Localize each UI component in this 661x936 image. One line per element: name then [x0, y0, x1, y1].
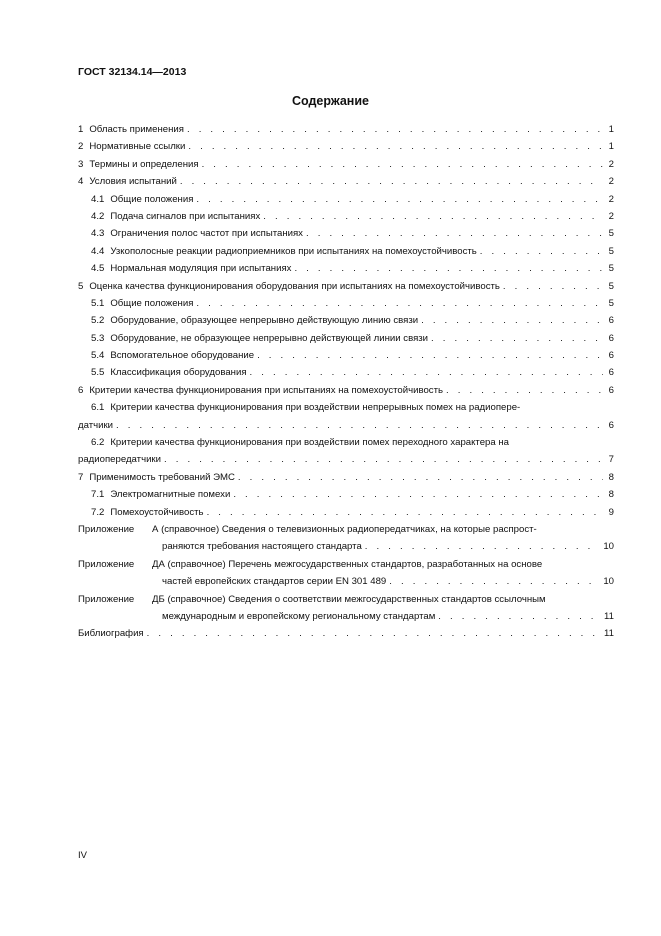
toc-entry-title: Классификация оборудования: [110, 367, 247, 379]
toc-entry[interactable]: [78, 278, 614, 295]
toc-subentry[interactable]: [78, 208, 614, 225]
toc-leader-dots: [188, 138, 603, 155]
toc-leader-dots: [431, 330, 603, 347]
toc-leader-dots: [187, 121, 603, 138]
toc-leader-dots: [438, 608, 601, 625]
toc-entry[interactable]: [78, 156, 614, 173]
toc-entry-title: Термины и определения: [89, 158, 199, 170]
toc-subentry[interactable]: [78, 364, 614, 381]
toc-entry-number: 5.1: [91, 297, 105, 309]
toc-entry-page: 9: [608, 506, 614, 518]
toc-entry-page: 5: [608, 245, 614, 257]
toc-leader-dots: [147, 625, 601, 642]
appendix-title-line2: раняются требования настоящего стандарта: [162, 541, 362, 553]
toc-entry-number: 6.2: [91, 437, 105, 449]
toc-entry[interactable]: [78, 173, 614, 190]
toc-entry-title: Подача сигналов при испытаниях: [110, 210, 261, 222]
toc-entry-number: 1: [78, 124, 84, 135]
toc-entry-title: Применимость требований ЭМС: [89, 471, 235, 483]
toc-entry-number: 4.1: [91, 193, 105, 205]
toc-entry-title: Узкополосные реакции радиоприемников при испытаниях на помехоустойчивость: [110, 245, 477, 257]
toc-leader-dots: [480, 243, 603, 260]
toc-leader-dots: [180, 173, 603, 190]
toc-entry-number: 5.3: [91, 332, 105, 344]
toc-leader-dots: [257, 347, 603, 364]
toc-entry-title: Оборудование, образующее непрерывно действующую линию связи: [110, 315, 419, 327]
toc-entry-page: 6: [608, 350, 614, 362]
toc-entry-number: 6.1: [91, 402, 105, 414]
toc-appendix-entry[interactable]: [78, 591, 614, 626]
toc-appendix-entry[interactable]: [78, 521, 614, 556]
toc-entry[interactable]: [78, 382, 614, 399]
toc-entry-page: 1: [608, 141, 614, 153]
toc-entry-page: 1: [608, 124, 614, 135]
toc-leader-dots: [196, 191, 603, 208]
appendix-title-line2: частей европейских стандартов серии EN 301 489: [162, 576, 387, 588]
toc-entry-number: 4.3: [91, 228, 105, 240]
toc-leader-dots: [164, 451, 603, 468]
toc-subentry[interactable]: [78, 486, 614, 503]
toc-leader-dots: [238, 469, 603, 486]
toc-entry-page: 6: [608, 384, 614, 396]
toc-entry-page: 10: [603, 541, 614, 553]
toc-entry-page: 2: [608, 210, 614, 222]
toc-entry-title: Критерии качества функционирования при испытаниях на помехоустойчивость: [89, 384, 443, 396]
toc-entry-title: Оборудование, не образующее непрерывно действующей линии связи: [110, 332, 429, 344]
toc-subentry[interactable]: [78, 434, 614, 469]
toc-subentry[interactable]: [78, 312, 614, 329]
toc-entry-page: 2: [608, 158, 614, 170]
toc-entry-title-line2: датчики: [78, 419, 114, 431]
toc-leader-dots: [503, 278, 603, 295]
toc-entry-page: 2: [608, 176, 614, 188]
toc-entry-title-line1: Критерии качества функционирования при воздействии помех переходного характера на: [110, 437, 510, 449]
toc-entry-title: Область применения: [89, 124, 184, 135]
toc-entry[interactable]: [78, 469, 614, 486]
toc-entry-page: 5: [608, 280, 614, 292]
document-header: ГОСТ 32134.14—2013: [78, 66, 187, 78]
toc-entry-title: Общие положения: [110, 297, 194, 309]
toc-entry-page: 2: [608, 193, 614, 205]
toc-entry-page: 5: [608, 263, 614, 275]
toc-entry-page: 11: [604, 610, 614, 622]
toc-entry-number: 4.5: [91, 263, 105, 275]
toc-entry[interactable]: [78, 121, 614, 138]
table-of-contents: [78, 121, 614, 643]
page-title: Содержание: [291, 94, 369, 108]
toc-leader-dots: [207, 504, 603, 521]
toc-subentry[interactable]: [78, 347, 614, 364]
toc-subentry[interactable]: [78, 243, 614, 260]
toc-subentry[interactable]: [78, 330, 614, 347]
toc-leader-dots: [365, 538, 601, 555]
toc-leader-dots: [250, 364, 603, 381]
toc-appendix-entry[interactable]: [78, 556, 614, 591]
toc-subentry[interactable]: [78, 225, 614, 242]
toc-entry-title-line1: Критерии качества функционирования при воздействии непрерывных помех на радиопере-: [110, 402, 521, 414]
toc-entry-number: 7: [78, 471, 84, 483]
toc-entry-title: Электромагнитные помехи: [110, 489, 231, 501]
toc-entry-title: Вспомогательное оборудование: [110, 350, 255, 362]
toc-entry-page: 6: [608, 332, 614, 344]
toc-entry-title: Общие положения: [110, 193, 194, 205]
toc-entry-page: 6: [608, 367, 614, 379]
toc-entry-number: 4.4: [91, 245, 105, 257]
toc-entry-number: 5.2: [91, 315, 105, 327]
toc-entry-title: Нормальная модуляция при испытаниях: [110, 263, 292, 275]
toc-subentry[interactable]: [78, 504, 614, 521]
toc-entry-number: 4.2: [91, 210, 105, 222]
toc-leader-dots: [233, 486, 603, 503]
toc-subentry[interactable]: [78, 399, 614, 434]
appendix-label: Приложение: [78, 558, 135, 570]
toc-leader-dots: [294, 260, 603, 277]
toc-entry-title: Ограничения полос частот при испытаниях: [110, 228, 303, 240]
toc-entry-title: Библиография: [78, 628, 144, 640]
appendix-label: Приложение: [78, 593, 135, 605]
toc-entry-number: 4: [78, 176, 84, 188]
toc-entry-title: Помехоустойчивость: [110, 506, 204, 518]
toc-entry[interactable]: [78, 138, 614, 155]
toc-entry-number: 3: [78, 158, 84, 170]
toc-entry-number: 7.1: [91, 489, 105, 501]
toc-leader-dots: [421, 312, 603, 329]
toc-subentry[interactable]: [78, 295, 614, 312]
toc-subentry[interactable]: [78, 260, 614, 277]
toc-entry-page: 7: [608, 454, 614, 466]
toc-entry-page: 11: [604, 628, 614, 640]
appendix-title-line1: А (справочное) Сведения о телевизионных радиопередатчиках, на которые распрост-: [152, 523, 537, 535]
appendix-label: Приложение: [78, 523, 135, 535]
toc-leader-dots: [202, 156, 603, 173]
toc-entry-title: Нормативные ссылки: [89, 141, 186, 153]
toc-subentry[interactable]: [78, 191, 614, 208]
page-number: IV: [78, 850, 87, 861]
toc-entry-page: 8: [608, 471, 614, 483]
toc-entry-number: 5: [78, 280, 84, 292]
appendix-title-line1: ДБ (справочное) Сведения о соответствии межгосударственных стандартов ссылочным: [152, 593, 546, 605]
toc-entry-title: Условия испытаний: [89, 176, 177, 188]
toc-entry-page: 6: [608, 315, 614, 327]
toc-entry-number: 5.5: [91, 367, 105, 379]
toc-leader-dots: [196, 295, 603, 312]
appendix-title-line1: ДА (справочное) Перечень межгосударственных стандартов, разработанных на основе: [152, 558, 543, 570]
toc-bibliography-entry[interactable]: [78, 625, 614, 642]
toc-entry-number: 2: [78, 141, 84, 153]
toc-leader-dots: [116, 417, 603, 434]
toc-entry-page: 5: [608, 228, 614, 240]
toc-entry-title-line2: радиопередатчики: [78, 454, 161, 466]
toc-entry-title: Оценка качества функционирования оборудования при испытаниях на помехоустойчивость: [89, 280, 500, 292]
toc-entry-page: 10: [603, 576, 614, 588]
toc-leader-dots: [446, 382, 603, 399]
toc-entry-page: 6: [608, 419, 614, 431]
toc-entry-number: 7.2: [91, 506, 105, 518]
toc-leader-dots: [306, 225, 603, 242]
toc-leader-dots: [389, 573, 600, 590]
toc-entry-page: 5: [608, 297, 614, 309]
toc-entry-number: 5.4: [91, 350, 105, 362]
toc-entry-page: 8: [608, 489, 614, 501]
appendix-title-line2: международным и европейскому региональному стандартам: [162, 610, 436, 622]
toc-leader-dots: [263, 208, 603, 225]
toc-entry-number: 6: [78, 384, 84, 396]
